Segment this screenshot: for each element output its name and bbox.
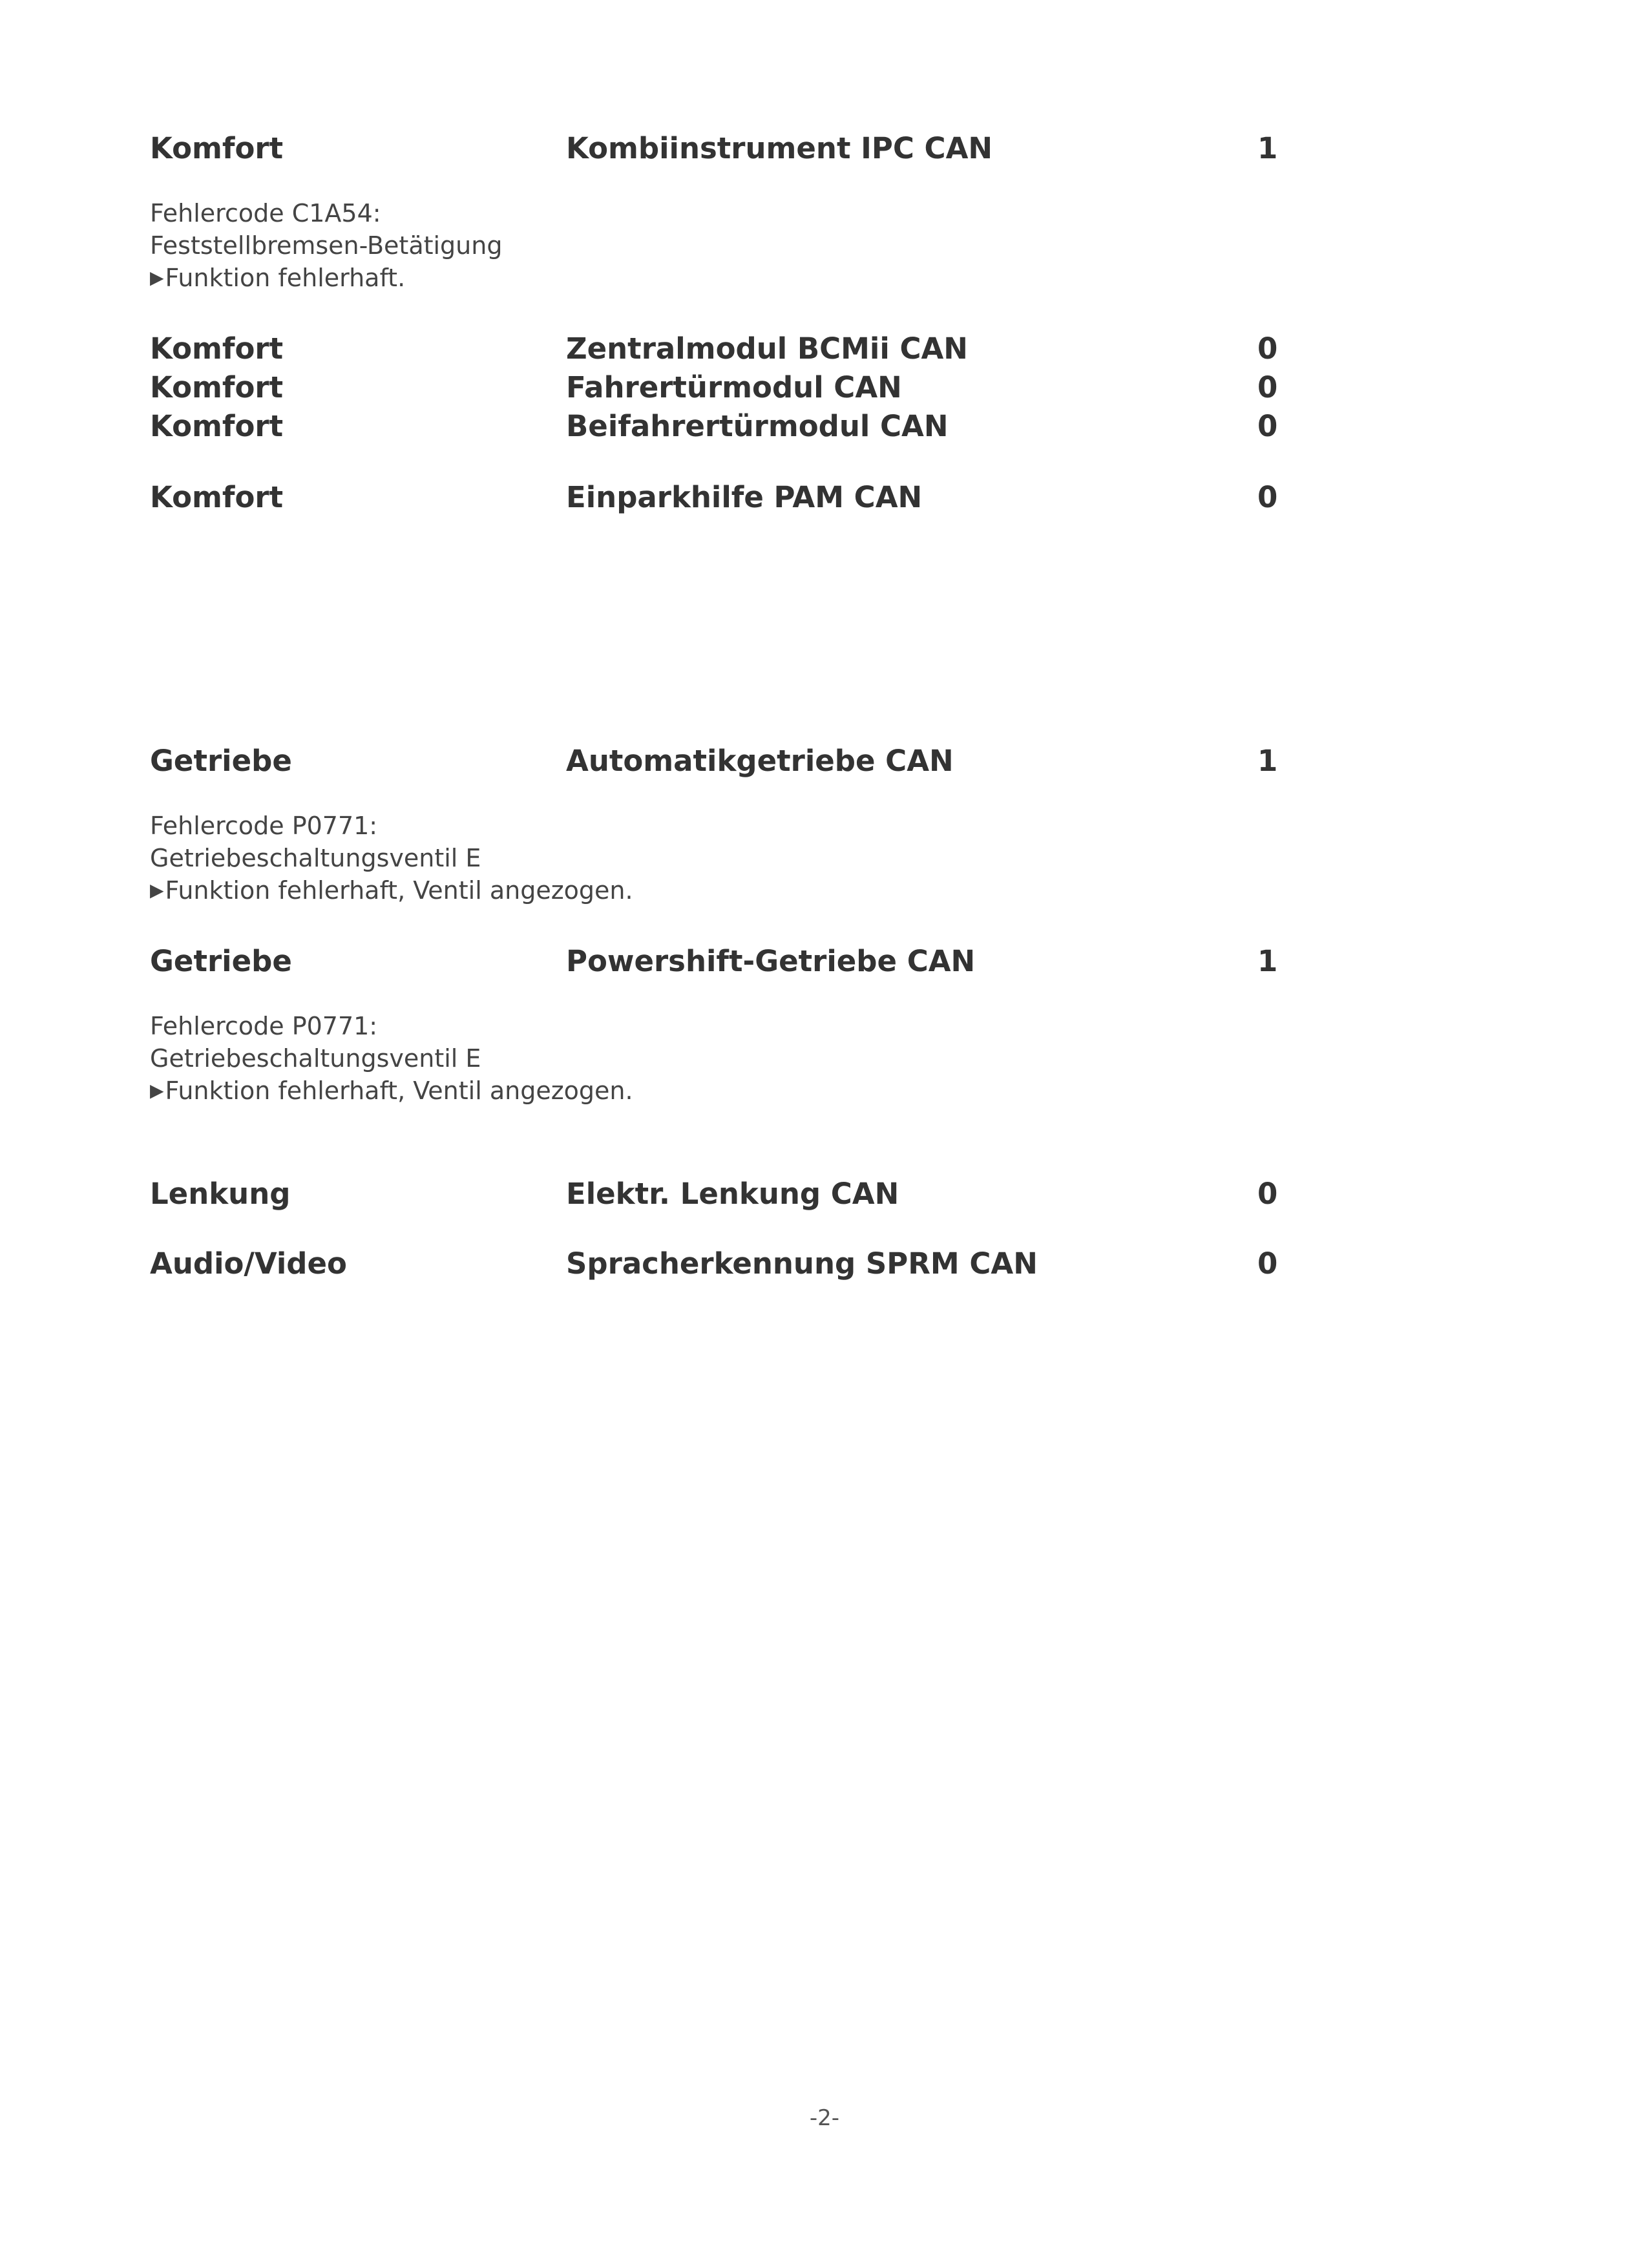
fault-code: Fehlercode P0771: [150,1012,378,1040]
triangle-right-icon: ▶ [150,879,164,901]
fault-description-line [150,874,633,907]
module-row [0,478,1649,523]
module-row [0,129,1649,174]
module-row [0,742,1649,787]
triangle-right-icon: ▶ [150,1080,164,1101]
category-label: Getriebe [150,744,292,778]
module-name: Beifahrertürmodul CAN [566,409,949,443]
fault-count: 0 [1257,409,1278,443]
fault-count: 0 [1257,370,1278,404]
fault-count: 0 [1257,1177,1278,1211]
module-name: Powershift-Getriebe CAN [566,944,976,978]
module-name: Einparkhilfe PAM CAN [566,480,923,514]
category-label: Lenkung [150,1177,291,1211]
category-label: Audio/Video [150,1246,347,1281]
module-name: Fahrertürmodul CAN [566,370,902,404]
fault-details [150,197,502,294]
module-name: Spracherkennung SPRM CAN [566,1246,1038,1281]
fault-component: Getriebeschaltungsventil E [150,1044,481,1073]
category-label: Komfort [150,331,284,366]
fault-count: 0 [1257,1246,1278,1281]
fault-details [150,1010,633,1107]
module-row [0,1175,1649,1220]
fault-component: Getriebeschaltungsventil E [150,844,481,872]
fault-count: 1 [1257,744,1278,778]
fault-description: Funktion fehlerhaft, Ventil angezogen. [165,876,633,905]
fault-description: Funktion fehlerhaft, Ventil angezogen. [165,1076,633,1105]
triangle-right-icon: ▶ [150,267,164,288]
category-label: Komfort [150,370,284,404]
fault-component: Feststellbremsen-Betätigung [150,231,503,260]
module-name: Automatikgetriebe CAN [566,744,954,778]
fault-count: 0 [1257,480,1278,514]
module-row [0,942,1649,987]
fault-count: 0 [1257,331,1278,366]
fault-code: Fehlercode P0771: [150,812,378,840]
fault-count: 1 [1257,944,1278,978]
category-label: Komfort [150,131,284,165]
fault-details [150,810,633,907]
module-name: Zentralmodul BCMii CAN [566,331,968,366]
module-name: Kombiinstrument IPC CAN [566,131,993,165]
page-number: -2- [809,2105,840,2131]
fault-description-line [150,1075,633,1107]
fault-code: Fehlercode C1A54: [150,199,381,227]
module-row [0,407,1649,452]
category-label: Komfort [150,480,284,514]
module-row [0,1244,1649,1290]
fault-description-line [150,262,502,294]
category-label: Komfort [150,409,284,443]
module-name: Elektr. Lenkung CAN [566,1177,899,1211]
fault-description: Funktion fehlerhaft. [165,264,406,292]
category-label: Getriebe [150,944,292,978]
fault-count: 1 [1257,131,1278,165]
